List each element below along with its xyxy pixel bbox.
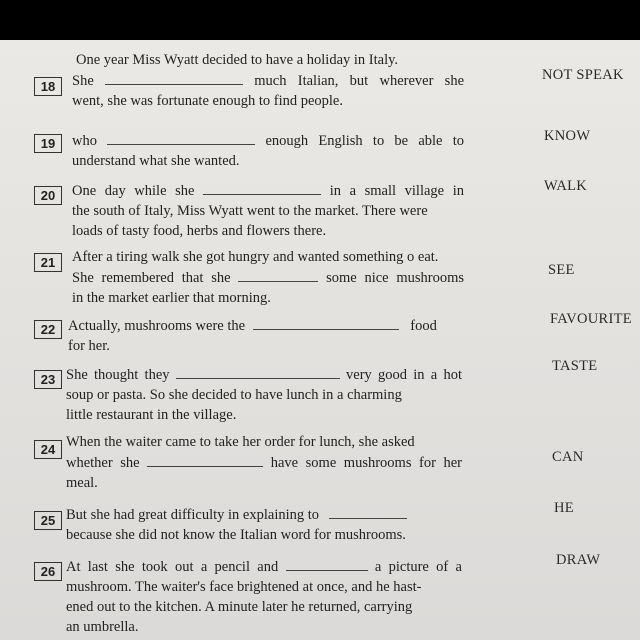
text-line — [66, 364, 462, 385]
keyword: CAN — [552, 449, 584, 465]
question-number: 25 — [34, 511, 62, 530]
question-number: 22 — [34, 320, 62, 339]
question-number: 19 — [34, 134, 62, 153]
question-text — [72, 130, 464, 171]
question-text — [66, 364, 462, 425]
text-line — [72, 130, 464, 151]
text-fragment: whether she — [66, 455, 140, 471]
question-text — [72, 180, 464, 241]
answer-blank[interactable] — [329, 504, 407, 519]
text-fragment: much Italian, but wherever she — [254, 73, 465, 89]
question-number: 26 — [34, 562, 62, 581]
text-fragment: She — [72, 73, 94, 89]
text-line: ened out to the kitchen. A minute later he returned, carrying — [66, 599, 413, 615]
text-line: went, she was fortunate enough to find people. — [72, 93, 343, 109]
keyword: HE — [554, 500, 574, 516]
text-line: in the market earlier that morning. — [72, 290, 271, 306]
answer-blank[interactable] — [253, 315, 399, 330]
text-line: because she did not know the Italian word for mushrooms. — [66, 527, 406, 543]
text-fragment: She thought they — [66, 367, 170, 383]
answer-blank[interactable] — [286, 556, 368, 571]
text-fragment: a picture of a — [374, 559, 462, 575]
worksheet-page — [0, 40, 640, 640]
text-line: understand what she wanted. — [72, 153, 240, 169]
text-fragment: some nice mushrooms — [326, 270, 465, 286]
text-fragment: One day while she — [72, 183, 195, 199]
question-number: 20 — [34, 186, 62, 205]
text-line — [72, 267, 464, 288]
keyword: DRAW — [556, 552, 601, 568]
text-line — [66, 556, 462, 577]
question-number: 18 — [34, 77, 62, 96]
text-fragment: in a small village in — [329, 183, 464, 199]
question-text — [66, 432, 462, 493]
answer-blank[interactable] — [238, 267, 318, 282]
question-number: 21 — [34, 253, 62, 272]
keyword: WALK — [544, 178, 588, 194]
text-line — [66, 452, 462, 473]
text-fragment: have some mushrooms for her — [270, 455, 463, 471]
text-line: loads of tasty food, herbs and flowers there. — [72, 223, 327, 239]
answer-blank[interactable] — [176, 364, 340, 379]
text-fragment: At last she took out a pencil and — [66, 559, 279, 575]
answer-blank[interactable] — [147, 452, 263, 467]
text-fragment: But she had great difficulty in explaining to — [66, 507, 320, 523]
text-line — [68, 315, 460, 336]
text-line — [72, 70, 464, 91]
text-fragment: who — [72, 133, 97, 149]
text-fragment: enough English to be able to — [265, 133, 464, 149]
answer-blank[interactable] — [105, 70, 243, 85]
text-line: an umbrella. — [66, 619, 139, 635]
question-text — [72, 247, 464, 308]
keyword: SEE — [548, 262, 575, 278]
keyword: NOT SPEAK — [542, 67, 624, 83]
keyword: TASTE — [552, 358, 598, 374]
question-text — [66, 504, 462, 545]
text-line: After a tiring walk she got hungry and wanted something o eat. — [72, 249, 439, 265]
text-line: One year Miss Wyatt decided to have a holiday in Italy. — [76, 52, 399, 68]
text-fragment: She remembered that she — [72, 270, 231, 286]
text-line: When the waiter came to take her order for lunch, she asked — [66, 434, 415, 450]
keyword: KNOW — [544, 128, 591, 144]
text-line: for her. — [68, 338, 110, 354]
text-fragment: very good in a hot — [346, 367, 462, 383]
text-line: meal. — [66, 475, 98, 491]
answer-blank[interactable] — [203, 180, 321, 195]
text-line — [66, 504, 462, 525]
text-line: mushroom. The waiter's face brightened at once, and he hast- — [66, 579, 422, 595]
question-number: 23 — [34, 370, 62, 389]
question-text — [72, 50, 464, 111]
text-fragment: food — [410, 318, 437, 334]
answer-blank[interactable] — [107, 130, 255, 145]
text-fragment: Actually, mushrooms were the — [68, 318, 246, 334]
question-text — [68, 315, 460, 356]
question-number: 24 — [34, 440, 62, 459]
text-line: soup or pasta. So she decided to have lunch in a charming — [66, 387, 402, 403]
question-text — [66, 556, 462, 637]
keyword: FAVOURITE — [550, 311, 632, 327]
text-line — [72, 180, 464, 201]
text-line: little restaurant in the village. — [66, 407, 237, 423]
text-line: the south of Italy, Miss Wyatt went to the market. There were — [72, 203, 428, 219]
